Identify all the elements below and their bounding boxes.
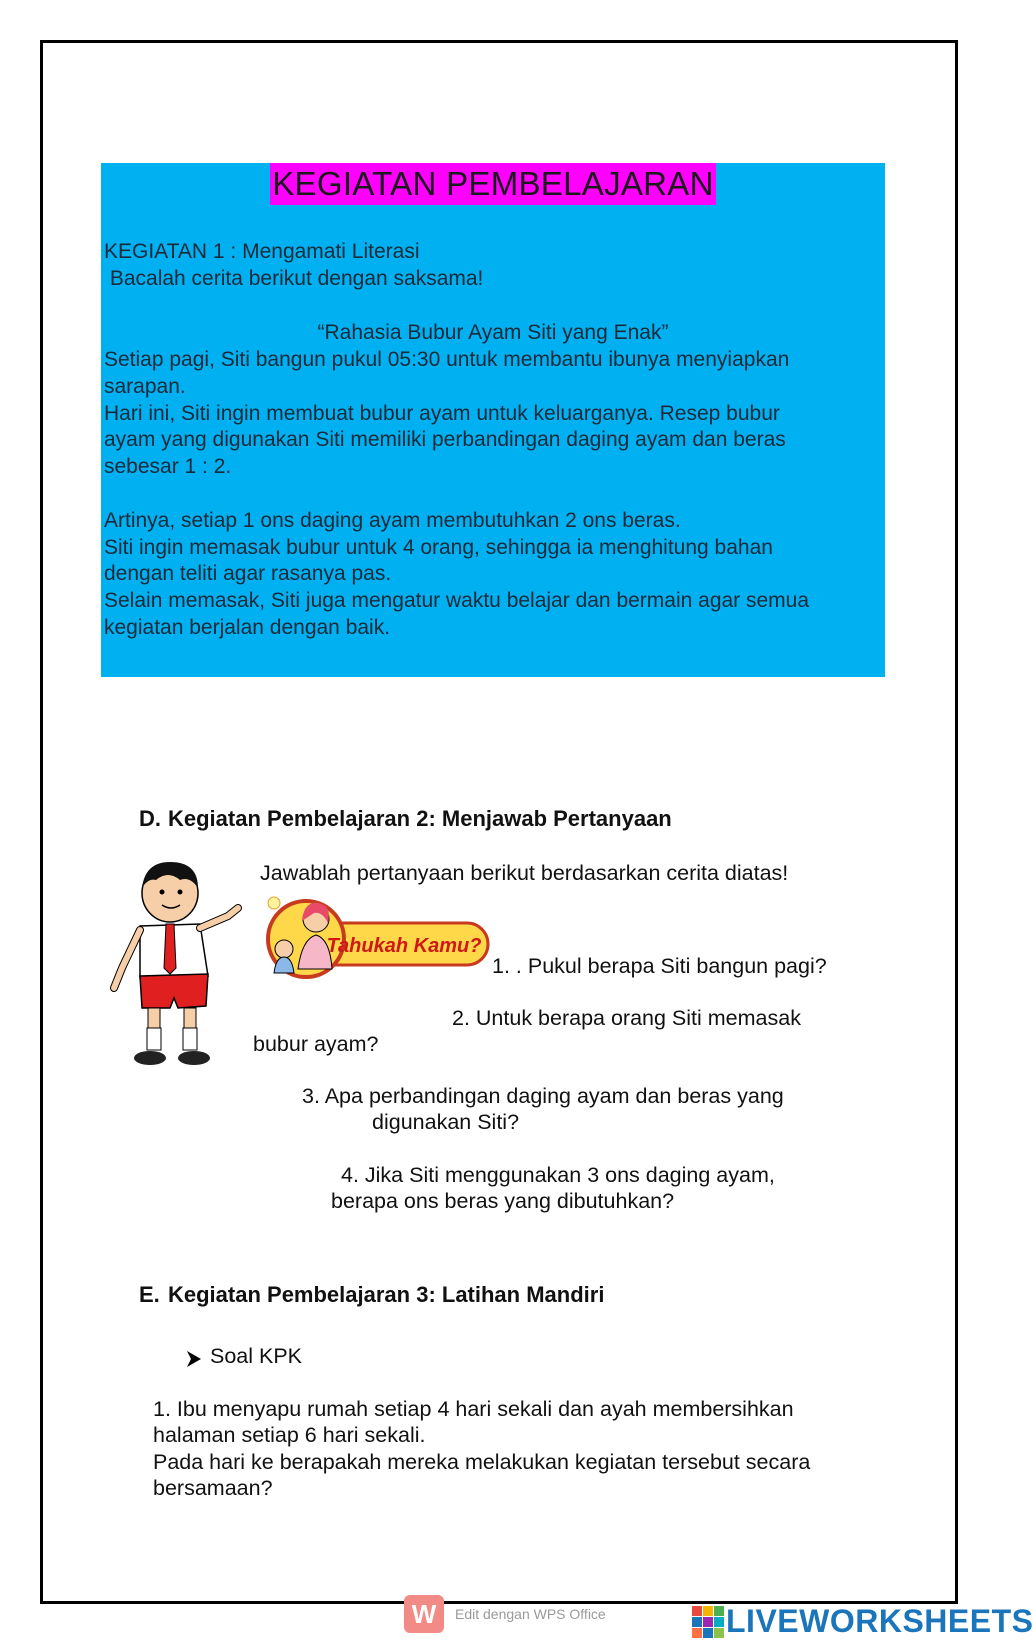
story-line: Artinya, setiap 1 ons daging ayam membutuhkan 2 ons beras. [104,509,681,532]
story-line: ayam yang digunakan Siti memiliki perbandingan daging ayam dan beras [104,428,786,451]
exercise-line: bersamaan? [153,1476,273,1500]
wps-icon-glyph: W [411,1599,437,1629]
story-line: Selain memasak, Siti juga mengatur waktu belajar dan bermain agar semua [104,589,810,612]
question-4-continued: berapa ons beras yang dibutuhkan? [331,1189,675,1213]
liveworksheets-logo-icon [692,1606,724,1638]
activity-1-instruction: Bacalah cerita berikut dengan saksama! [104,267,484,290]
story-line: sarapan. [104,375,186,398]
wps-edit-label: Edit dengan WPS Office [455,1606,606,1622]
activity-title [101,163,885,205]
activity-title-text: KEGIATAN PEMBELAJARAN [270,163,716,205]
question-4: 4. Jika Siti menggunakan 3 ons daging ayam, [341,1163,775,1187]
student-boy-illustration [100,858,250,1073]
story-line: sebesar 1 : 2. [104,455,232,478]
wps-office-icon [404,1595,444,1633]
section-d-heading [139,806,672,832]
activity-1-heading: KEGIATAN 1 : Mengamati Literasi [104,240,420,263]
story-line: kegiatan berjalan dengan baik. [104,616,391,639]
story-line: Hari ini, Siti ingin membuat bubur ayam untuk keluarganya. Resep bubur [104,402,780,425]
section-e-title: Kegiatan Pembelajaran 3: Latihan Mandiri [168,1282,605,1307]
story-title: “Rahasia Bubur Ayam Siti yang Enak” [317,321,669,344]
tahukah-kamu-badge [262,893,492,989]
question-2: 2. Untuk berapa orang Siti memasak [452,1006,801,1030]
question-2-continued: bubur ayam? [253,1032,379,1056]
story-line: Siti ingin memasak bubur untuk 4 orang, sehingga ia menghitung bahan [104,536,773,559]
question-3-continued: digunakan Siti? [372,1110,520,1134]
exercise-line: 1. Ibu menyapu rumah setiap 4 hari sekali dan ayah membersihkan [153,1397,794,1421]
section-e-heading [139,1282,604,1308]
question-1: 1. . Pukul berapa Siti bangun pagi? [492,954,827,978]
question-3: 3. Apa perbandingan daging ayam dan beras yang [302,1084,784,1108]
liveworksheets-brand: LIVEWORKSHEETS [726,1603,1033,1639]
exercise-line: Pada hari ke berapakah mereka melakukan kegiatan tersebut secara [153,1450,811,1474]
activity-1-box [101,163,885,677]
exercise-line: halaman setiap 6 hari sekali. [153,1423,426,1447]
section-d-title: Kegiatan Pembelajaran 2: Menjawab Pertanyaan [168,806,672,831]
section-e-letter: E. [139,1282,160,1307]
badge-label: Tahukah Kamu? [326,935,482,957]
arrow-bullet-icon [186,1350,202,1368]
story-line: Setiap pagi, Siti bangun pukul 05:30 untuk membantu ibunya menyiapkan [104,348,790,371]
bullet-soal-kpk: Soal KPK [210,1344,303,1368]
section-d-instruction: Jawablah pertanyaan berikut berdasarkan cerita diatas! [260,861,789,885]
section-d-letter: D. [139,806,161,831]
story-line: dengan teliti agar rasanya pas. [104,562,392,585]
